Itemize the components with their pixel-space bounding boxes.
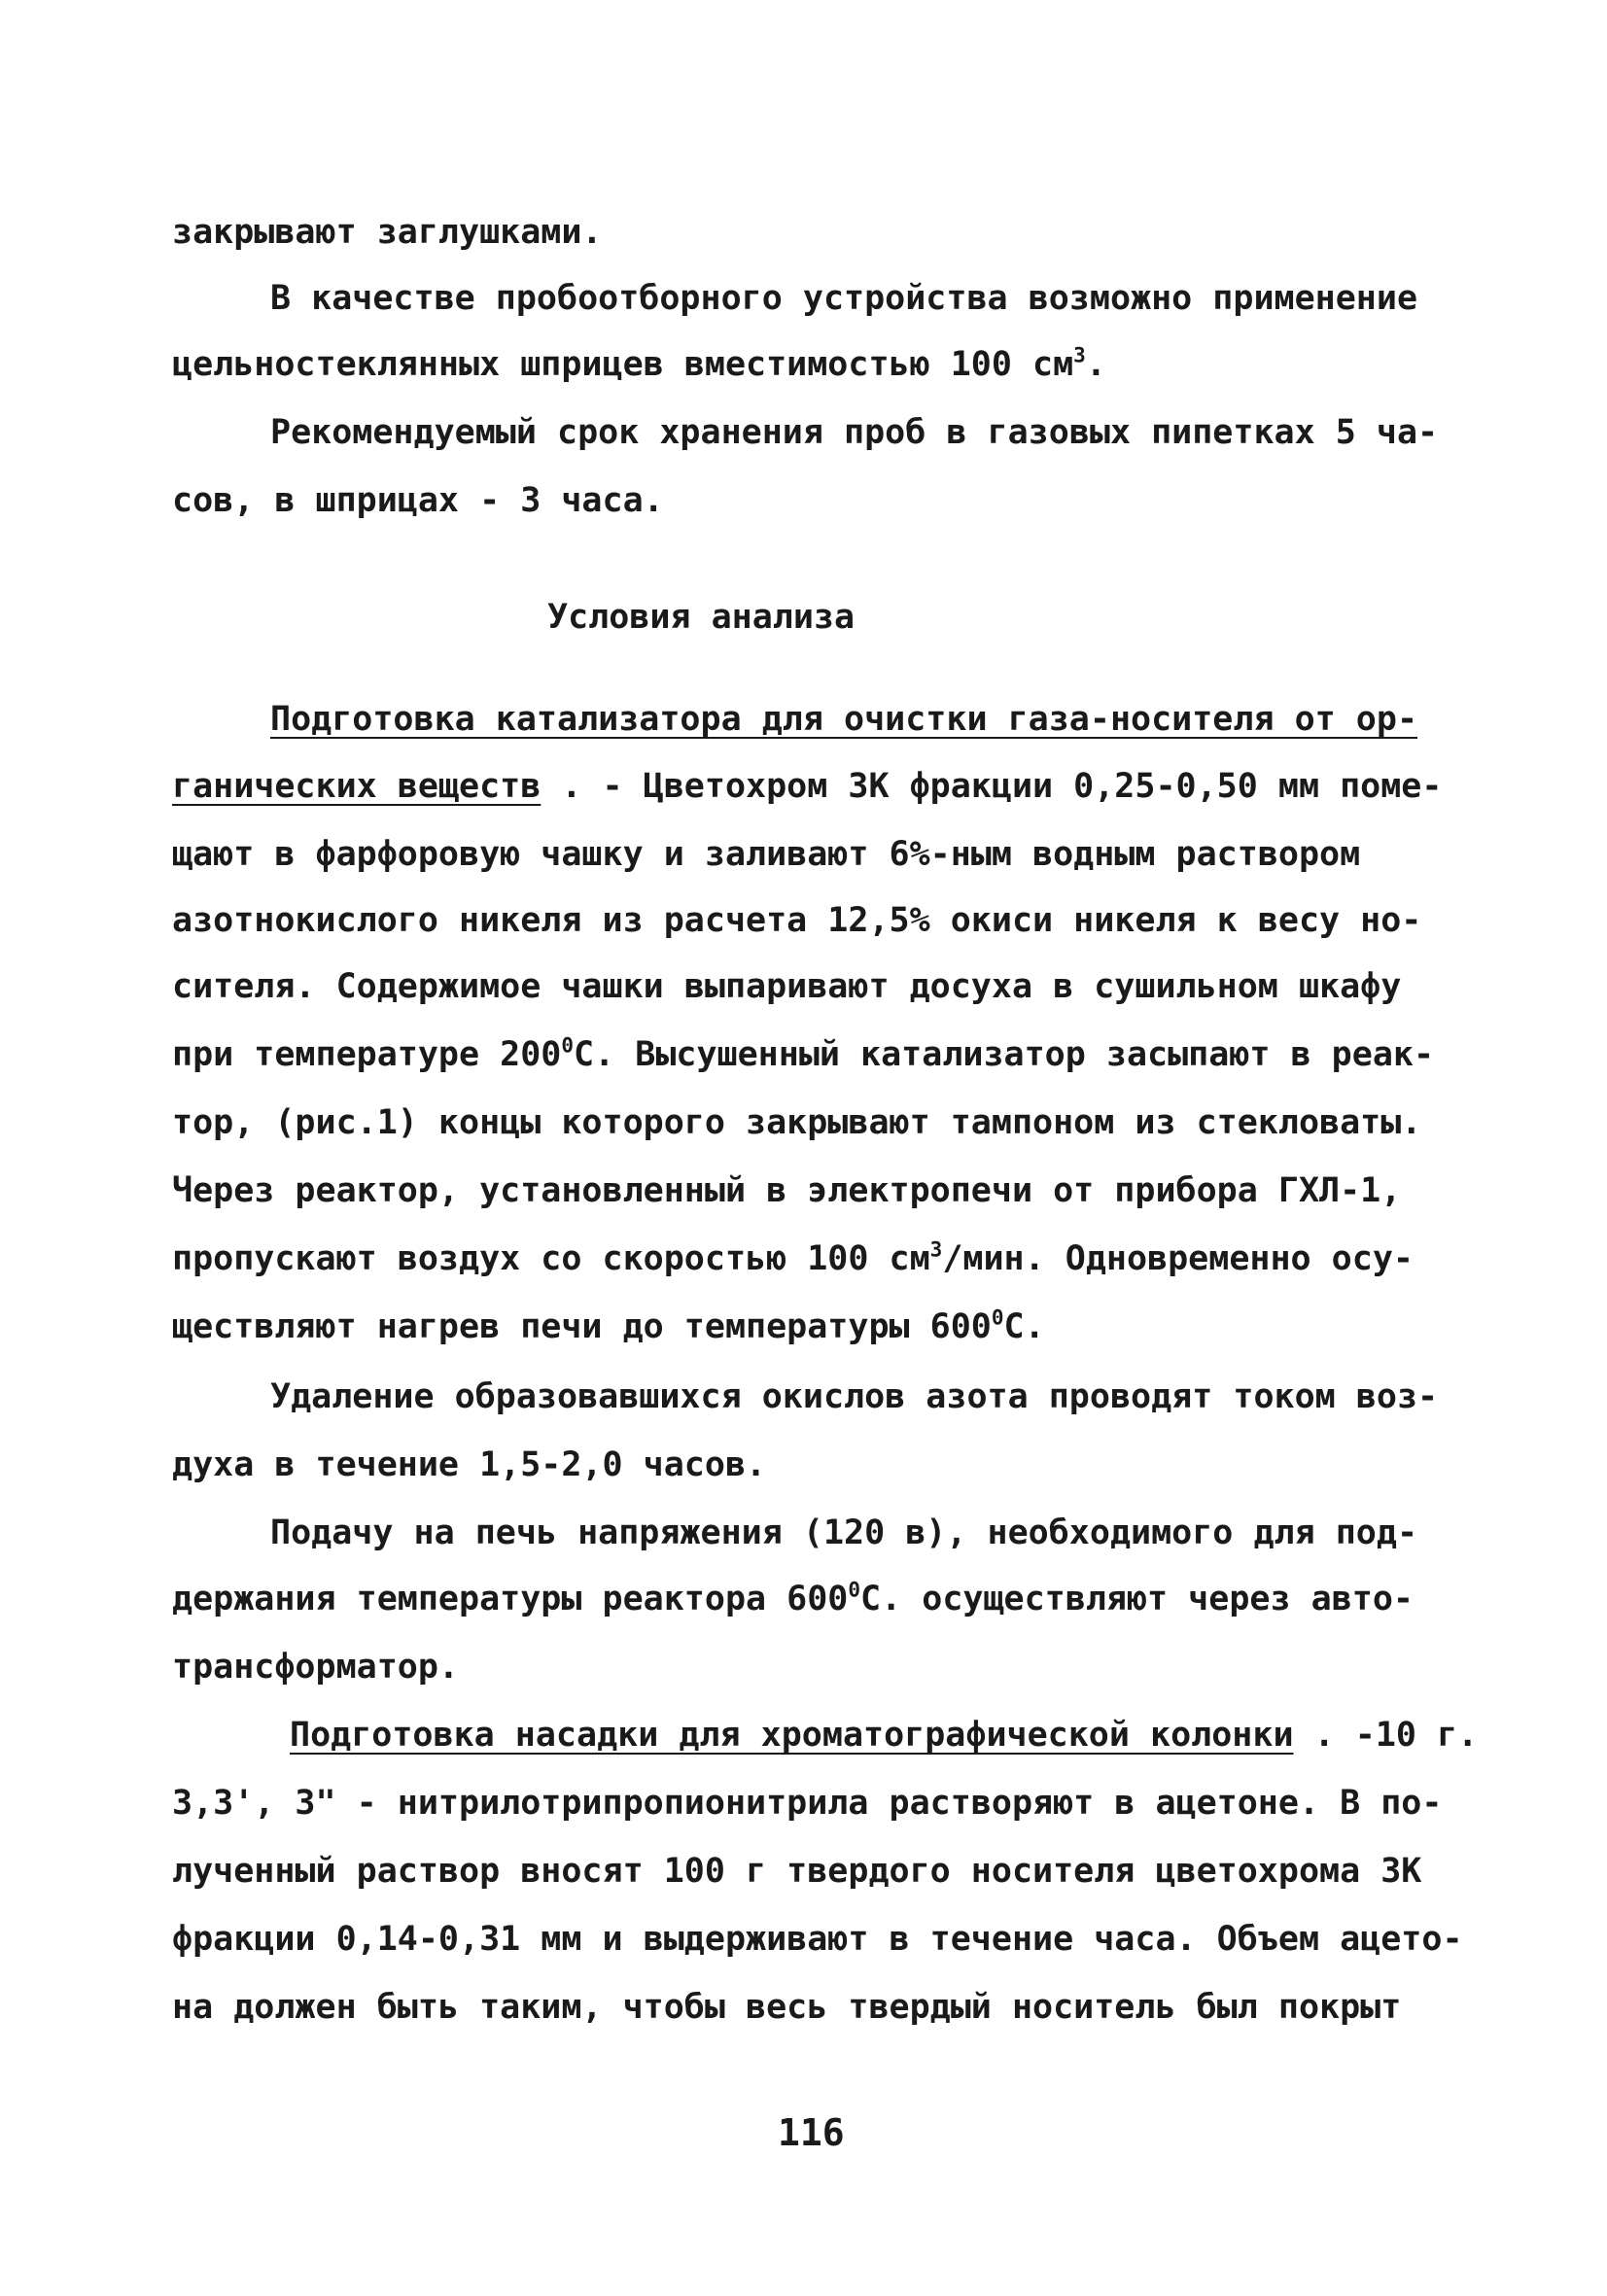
line-text: С. осуществляют через авто-: [860, 1580, 1414, 1618]
heading-text: Условия анализа: [547, 598, 856, 637]
line-text: тор, (рис.1) концы которого закрывают тампоном из стекловаты.: [172, 1103, 1422, 1142]
text-line: [270, 1513, 1418, 1552]
text-line: [270, 1377, 1439, 1416]
line-text: Удаление образовавшихся окислов азота проводят током воз-: [270, 1377, 1439, 1416]
line-text: духа в течение 1,5-2,0 часов.: [172, 1445, 767, 1484]
text-line: [172, 1305, 1045, 1346]
superscript: 3: [929, 1237, 943, 1262]
underlined-subheading: ганических веществ: [172, 767, 541, 806]
text-line: [270, 279, 1418, 318]
line-text: цельностеклянных шприцев вместимостью 100 см: [172, 345, 1074, 384]
line-text: . - Цветохром 3К фракции 0,25-0,50 мм поме-: [541, 767, 1443, 806]
line-text: В качестве пробоотборного устройства возможно применение: [270, 279, 1418, 318]
text-line: [172, 343, 1106, 384]
line-text: /мин. Одновременно осу-: [942, 1239, 1414, 1278]
text-line: [172, 1033, 1435, 1074]
text-line: [172, 1103, 1422, 1142]
line-text: 3,3', 3" - нитрилотрипропионитрила растворяют в ацетоне. В по-: [172, 1784, 1443, 1823]
text-line: [290, 1716, 1479, 1755]
text-line: [172, 1237, 1414, 1278]
text-line: [270, 413, 1439, 452]
line-text: ществляют нагрев печи до температуры 600: [172, 1307, 992, 1346]
line-text: . -10 г.: [1293, 1716, 1479, 1755]
line-text: пропускают воздух со скоростью 100 см: [172, 1239, 930, 1278]
superscript: 0: [991, 1305, 1004, 1330]
page-number: [778, 2111, 845, 2154]
line-text: на должен быть таким, чтобы весь твердый носитель был покрыт: [172, 1988, 1402, 2027]
text-line: [172, 1171, 1402, 1210]
text-line: [172, 901, 1422, 940]
text-line: [172, 835, 1361, 874]
text-line: [172, 967, 1402, 1006]
underlined-subheading: Подготовка насадки для хроматографической колонки: [290, 1716, 1294, 1755]
text-line: [172, 1578, 1414, 1618]
line-text: Подачу на печь напряжения (120 в), необходимого для под-: [270, 1513, 1418, 1552]
text-line: [172, 1445, 767, 1484]
text-line: [172, 1920, 1463, 1959]
line-text: лученный раствор вносят 100 г твердого носителя цветохрома 3К: [172, 1852, 1422, 1891]
line-text: С. Высушенный катализатор засыпают в реак-: [574, 1035, 1435, 1074]
line-text: сителя. Содержимое чашки выпаривают досуха в сушильном шкафу: [172, 967, 1402, 1006]
line-text: азотнокислого никеля из расчета 12,5% окиси никеля к весу но-: [172, 901, 1422, 940]
line-text: держания температуры реактора 600: [172, 1580, 849, 1618]
line-text: щают в фарфоровую чашку и заливают 6%-ным водным раствором: [172, 835, 1361, 874]
superscript: 3: [1073, 343, 1086, 367]
line-text: сов, в шприцах - 3 часа.: [172, 481, 664, 520]
text-line: [172, 1988, 1402, 2027]
page-number-text: 116: [778, 2111, 845, 2154]
underlined-subheading: Подготовка катализатора для очистки газа-носителя от ор-: [270, 700, 1418, 739]
line-text: Рекомендуемый срок хранения проб в газовых пипетках 5 ча-: [270, 413, 1439, 452]
superscript: 0: [848, 1578, 861, 1602]
text-line: [172, 1852, 1422, 1891]
text-line: [172, 1784, 1443, 1823]
text-line: [172, 1648, 460, 1687]
line-text: при температуре 200: [172, 1035, 562, 1074]
text-line: [172, 767, 1443, 806]
section-heading: [547, 598, 856, 637]
text-line: [172, 213, 603, 252]
text-line: [172, 481, 664, 520]
superscript: 0: [561, 1033, 575, 1058]
line-text: .: [1085, 345, 1106, 384]
line-text: закрывают заглушками.: [172, 213, 603, 252]
line-text: фракции 0,14-0,31 мм и выдерживают в течение часа. Объем ацето-: [172, 1920, 1463, 1959]
line-text: Через реактор, установленный в электропечи от прибора ГХЛ-1,: [172, 1171, 1402, 1210]
line-text: трансформатор.: [172, 1648, 460, 1687]
line-text: С.: [1003, 1307, 1045, 1346]
text-line: [270, 700, 1418, 739]
